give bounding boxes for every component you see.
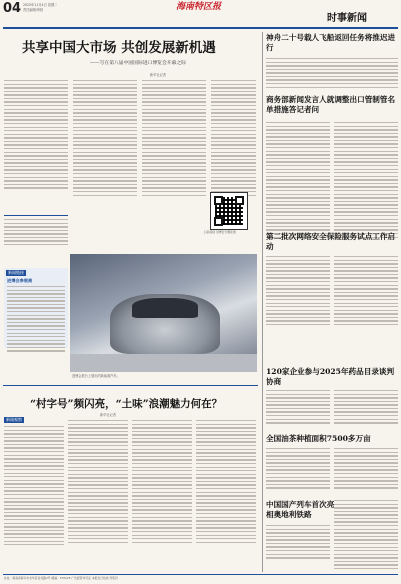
story5-body-a xyxy=(266,448,330,491)
story4-headline: 120家企业参与2025年药品目录谈判协商 xyxy=(266,367,395,386)
lead-photo xyxy=(70,254,257,372)
story5-headline: 全国油茶种植面积7500多万亩 xyxy=(266,434,371,443)
story6-body-a xyxy=(266,525,330,561)
bottom-byline: 新华社记者 xyxy=(100,413,116,417)
lead-subhead: ——写在第八届中国国际进口博览会开幕之际 xyxy=(90,61,186,66)
left-feature xyxy=(4,268,68,348)
left-feature-badge: 新闻链接 xyxy=(8,270,24,275)
page-number: 04 xyxy=(3,1,22,16)
story4-body-b xyxy=(334,390,398,426)
story2-body-b xyxy=(334,122,398,240)
photo-floor xyxy=(70,354,257,372)
story3-body-a xyxy=(266,256,330,328)
qr-code xyxy=(210,192,248,230)
story5-body-b xyxy=(334,448,398,491)
newspaper-logo: 海南特区报 xyxy=(176,2,222,12)
car-windshield xyxy=(132,298,198,318)
story2-body-a xyxy=(266,122,330,240)
story2-headline: 商务部新闻发言人就调整出口管制管名单措施答记者问 xyxy=(266,95,396,114)
left-feature-title: 进博会参展商 xyxy=(7,278,33,283)
bottom-rule xyxy=(3,385,258,386)
story1-headline: 神舟二十号载人飞船返回任务将推迟进行 xyxy=(266,33,396,52)
bottom-tag: 新闻观察 xyxy=(6,417,22,422)
lead-body-col-2 xyxy=(73,80,137,220)
bottom-body-col-2 xyxy=(68,420,128,545)
bottom-headline: “村字号”频闪亮，“土味”浪潮魅力何在？ xyxy=(30,398,223,410)
bottom-body-col-4 xyxy=(196,420,256,545)
bottom-body-col-3 xyxy=(132,420,192,545)
story3-body-b xyxy=(334,256,398,328)
qr-caption: 扫码阅读 进博会专题报道 xyxy=(204,230,236,234)
story3-headline: 第二批次网络安全保险服务试点工作启动 xyxy=(266,232,396,251)
bottom-body-col-1 xyxy=(4,426,64,548)
editor-line: 责任编辑/审校 xyxy=(23,8,44,12)
lead-headline: 共享中国大市场 共创发展新机遇 xyxy=(22,40,216,56)
footer-rule xyxy=(3,574,398,575)
story4-body-a xyxy=(266,390,330,426)
lead-body-col-1 xyxy=(4,80,68,210)
lead-byline: 新华社记者 xyxy=(150,73,166,77)
date-line: 2025年11月4日 星期二 xyxy=(23,3,58,7)
story6-body-b xyxy=(334,500,398,572)
story6-headline: 中国国产列车首次亮相奥地利铁路 xyxy=(266,500,335,519)
left-boxed-item xyxy=(4,215,68,264)
photo-caption: 进博会展台上展出的新能源汽车。 xyxy=(72,374,120,378)
section-title: 时事新闻 xyxy=(327,13,367,24)
masthead-rule xyxy=(3,27,398,29)
right-col-divider xyxy=(262,32,263,572)
lead-body-col-3 xyxy=(142,80,206,220)
footer-text: 社址：海南省海口市龙华区金龙路2号 邮编：570125 广告经营许可证 本报发行热线 零售价 xyxy=(4,576,118,580)
story1-body xyxy=(266,58,398,90)
